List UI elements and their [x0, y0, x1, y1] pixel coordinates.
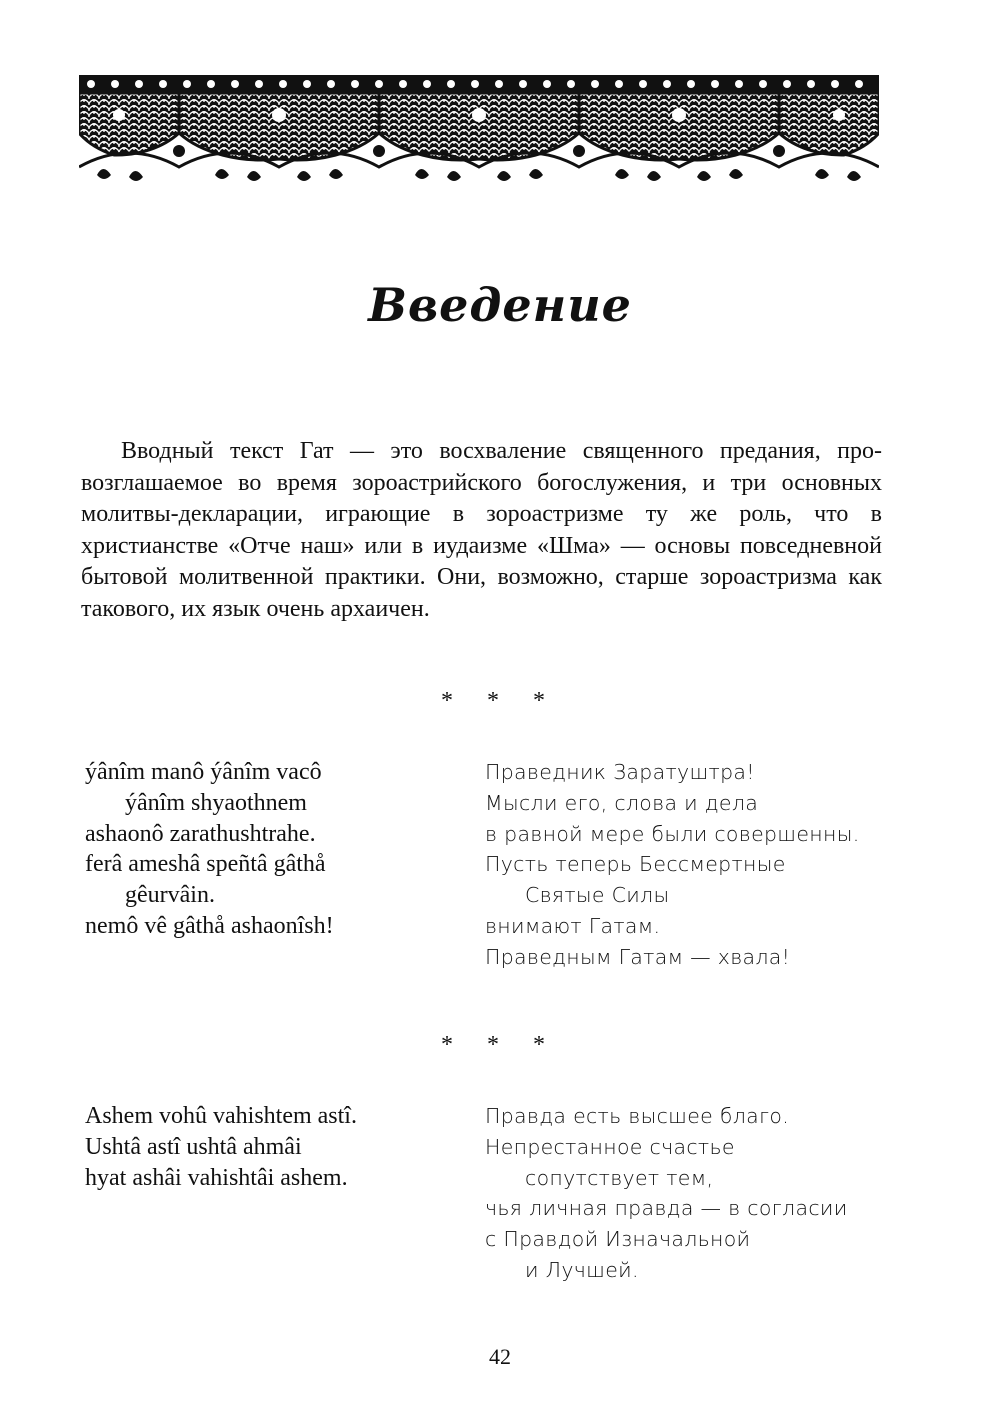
verse-line: Праведным Гатам — хвала!: [485, 944, 791, 969]
verse-line: и Лучшей.: [525, 1257, 639, 1282]
verse-line: Пусть теперь Бессмертные: [485, 852, 786, 877]
verse-line: Праведник Заратуштра!: [485, 760, 755, 784]
page-title: Введение: [368, 278, 632, 332]
page-number: 42: [489, 1344, 511, 1369]
verse-line: hyat ashâi vahishtâi ashem.: [85, 1164, 348, 1191]
verse-2-russian: [485, 1101, 848, 1286]
verse-line: в равной мере были совершенны.: [485, 821, 860, 846]
verse-1-latin: [85, 757, 334, 942]
verse-line: Святые Силы: [525, 883, 670, 908]
verse-line: Непрестанное счастье: [485, 1134, 735, 1159]
verse-line: ferâ ameshâ speñtâ gâthå: [85, 851, 326, 878]
lace-scallop-border-ornament: [79, 75, 879, 190]
verse-line: Мысли его, слова и дела: [485, 790, 759, 815]
verse-line: чья личная правда — в согласии: [485, 1196, 848, 1221]
verse-line: внимают Гатам.: [485, 913, 661, 938]
verse-line: nemô vê gâthå ashaonîsh!: [85, 912, 334, 939]
verse-line: с Правдой Изначальной: [485, 1227, 751, 1252]
verse-1-russian: [485, 757, 860, 973]
verse-line: ýânîm manô ýânîm vacô: [85, 759, 322, 785]
verse-line: ashaonô zarathushtrahe.: [85, 820, 316, 847]
intro-paragraph: Вводный текст Гат — это восхваление священного предания, провозглашаемое во время зороастрийского богослужения, и три основных молитвы-декларации, играющие в зороастризме ту же роль, что в христианстве «Отче наш» или в иудаизме «Шма» — основы повседневной бытовой молитвенной практики. Они, возможно, старше зороастризма как такового, их язык очень архаичен.: [81, 438, 882, 622]
verse-line: ýânîm shyaothnem: [125, 789, 307, 816]
verse-line: Правда есть высшее благо.: [485, 1104, 790, 1128]
section-separator: * * *: [441, 688, 559, 714]
verse-line: gêurvâin.: [125, 882, 215, 909]
verse-line: Ashem vohû vahishtem astî.: [85, 1103, 357, 1129]
verse-2-latin: [85, 1101, 357, 1193]
verse-line: сопутствует тем,: [525, 1165, 714, 1190]
verse-line: Ushtâ astî ushtâ ahmâi: [85, 1133, 302, 1160]
section-separator: * * *: [441, 1032, 559, 1058]
